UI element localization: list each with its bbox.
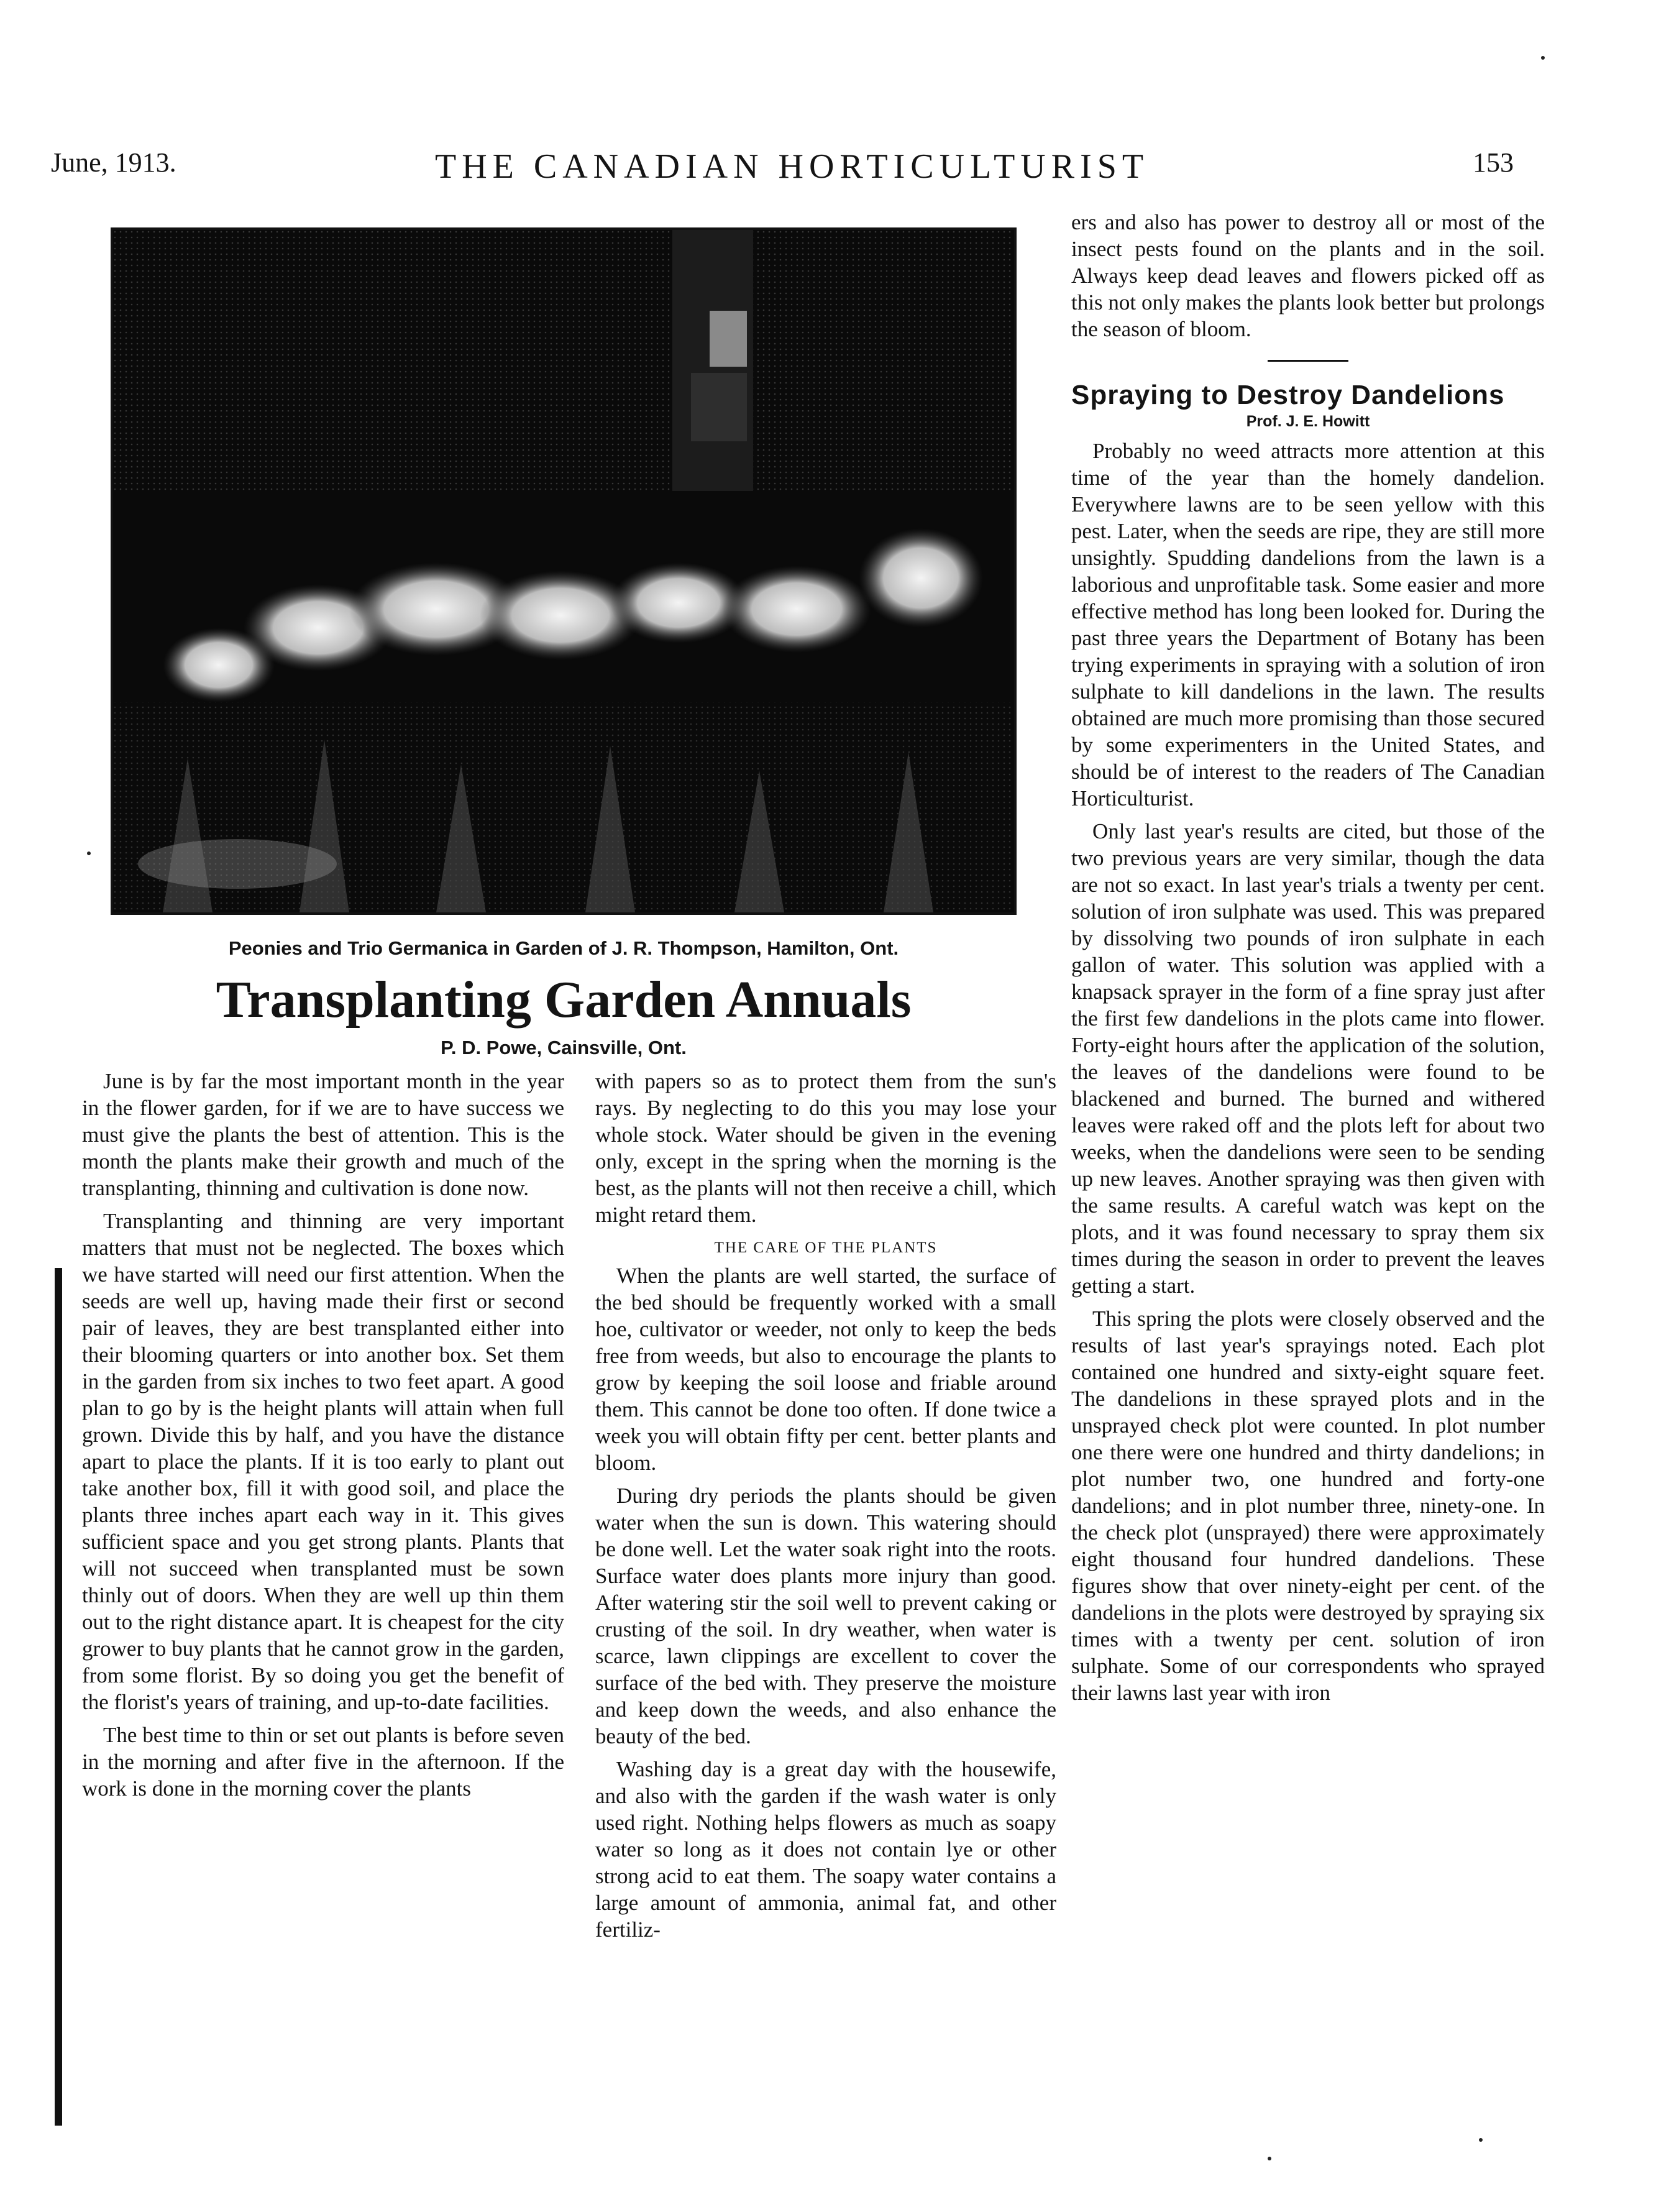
scan-speck — [87, 851, 91, 855]
paragraph: Only last year's results are cited, but those of the two previous years are very similar, though the data are not so exact. In last year's trials a twenty per cent. solution of iron sulphate was used. This was prepared by dissolving two pounds of iron sulphate in each gallon of water. This solution was applied with a knapsack sprayer in the form of a fine spray just after the first few dandelions in the plots came into flower. Forty-eight hours after the application of the solution, the leaves of the dandelions were found to be blackened and burned. The burned and withered leaves were raked off and the plots left for about two weeks, when the dandelions were seen to be sending up new leaves. Another spraying was then given with the same results. A careful watch was kept on the plots, and it was found necessary to spray them six times during the season in order to prevent the leaves getting a start. — [1071, 819, 1545, 1298]
article-column-2 — [595, 1068, 1056, 1949]
sidebar-article-title: Spraying to Destroy Dandelions — [1071, 380, 1505, 410]
magazine-title: THE CANADIAN HORTICULTURIST — [435, 147, 1150, 186]
paragraph: The best time to thin or set out plants is before seven in the morning and after five in the afternoon. If the work is done in the morning cover the plants — [82, 1723, 564, 1801]
article-byline: P. D. Powe, Cainsville, Ont. — [441, 1037, 687, 1058]
paragraph: Transplanting and thinning are very important matters that must not be neglected. The boxes which we have started will need our first attention. When the seeds are well up, having made their first or second pair of leaves, they are best transplanted either into their blooming quarters or into another box. Set them in the garden from six inches to two feet apart. A good plan to go by is the height plants will attain when full grown. Divide this by half, and you have the distance apart to place the plants. If it is too early to plant out take another box, fill it with good soil, and place the plants three inches apart each way in it. This gives sufficient space and you get strong plants. Plants that will not succeed when transplanted must be sown thinly out of doors. When they are well up thin them out to the right distance apart. It is cheapest for the city grower to buy plants that he cannot grow in the garden, from some florist. By so doing you get the benefit of the florist's years of training, and up-to-date facilities. — [82, 1209, 564, 1714]
paragraph: ers and also has power to destroy all or most of the insect pests found on the plants and in the soil. Always keep dead leaves and flowers picked off as this not only makes the plants look better but prolongs the season of bloom. — [1071, 210, 1545, 341]
paragraph: When the plants are well started, the surface of the bed should be frequently worked with a small hoe, cultivator or weeder, not only to keep the beds free from weeds, but also to encourage the plants to grow by keeping the soil loose and friable around them. This cannot be done too often. If done twice a week you will obtain fifty per cent. better plants and bloom. — [595, 1264, 1056, 1475]
peonies-garden-image — [113, 230, 1014, 912]
paragraph: with papers so as to protect them from the sun's rays. By neglecting to do this you may lose your whole stock. Water should be given in the evening only, except in the spring when the morning is the best, as the plants will not then receive a chill, which might retard them. — [595, 1069, 1056, 1227]
photo-caption: Peonies and Trio Germanica in Garden of J. R. Thompson, Hamilton, Ont. — [228, 937, 899, 959]
scan-speck — [1541, 56, 1545, 60]
paragraph: During dry periods the plants should be given water when the sun is down. This watering should be done well. Let the water soak right into the roots. Surface water does plants more injury than good. After watering stir the soil well to prevent caking or crusting of the soil. In dry weather, when water is scarce, lawn clippings are excellent to cover the surface of the bed with. They preserve the moisture and keep down the weeds, and also enhance the beauty of the bed. — [595, 1484, 1056, 1748]
paragraph: This spring the plots were closely observed and the results of last year's sprayings noted. Each plot contained one hundred and sixty-eight square feet. The dandelions in these sprayed plots and in the unsprayed check plot were counted. In plot number one there were one hundred and thirty dandelions; in plot number two, one hundred and forty-one dandelions; and in plot number three, ninety-one. In the check plot (unsprayed) there were approximately eight thousand four hundred dandelions. These figures show that over ninety-eight per cent. of the dandelions in the plots were destroyed by spraying six times with a twenty per cent. solution of iron sulphate. Some of our correspondents who sprayed their lawns last year with iron — [1071, 1306, 1545, 1705]
paragraph: Washing day is a great day with the housewife, and also with the garden if the wash water is only used right. Nothing helps flowers as much as soapy water so long as it does not contain lye or other strong acid to eat them. The soapy water contains a large amount of ammonia, animal fat, and other fertiliz- — [595, 1757, 1056, 1942]
scan-speck — [1268, 2157, 1271, 2160]
article-column-1 — [82, 1068, 564, 1808]
article-column-3 — [1071, 209, 1545, 1712]
scan-margin-bar — [55, 1268, 62, 2126]
section-divider — [1268, 360, 1348, 362]
garden-photograph — [111, 227, 1017, 915]
sidebar-article-author: Prof. J. E. Howitt — [1246, 413, 1370, 430]
scan-speck — [1479, 2138, 1483, 2142]
article-title: Transplanting Garden Annuals — [216, 971, 912, 1029]
paragraph: Probably no weed attracts more attention at this time of the year than the homely dandelion. Everywhere lawns are to be seen yellow with this pest. Later, when the seeds are ripe, they are still more unsightly. Spudding dandelions from the lawn is a laborious and unprofitable task. Some easier and more effective method has long been looked for. During the past three years the Department of Botany has been trying experiments in spraying with a solution of iron sulphate to kill dandelions in the lawn. The results obtained are much more promising than those secured by some experimenters in the United States, and should be of interest to the readers of The Canadian Horticulturist. — [1071, 439, 1545, 810]
page-number: 153 — [1473, 147, 1514, 178]
section-subhead: THE CARE OF THE PLANTS — [714, 1239, 938, 1256]
issue-date: June, 1913. — [51, 147, 176, 178]
paragraph: June is by far the most important month in the year in the flower garden, for if we are to have success we must give the plants the best of attention. This is the month the plants make their growth and much of the transplanting, thinning and cultivation is done now. — [82, 1069, 564, 1200]
